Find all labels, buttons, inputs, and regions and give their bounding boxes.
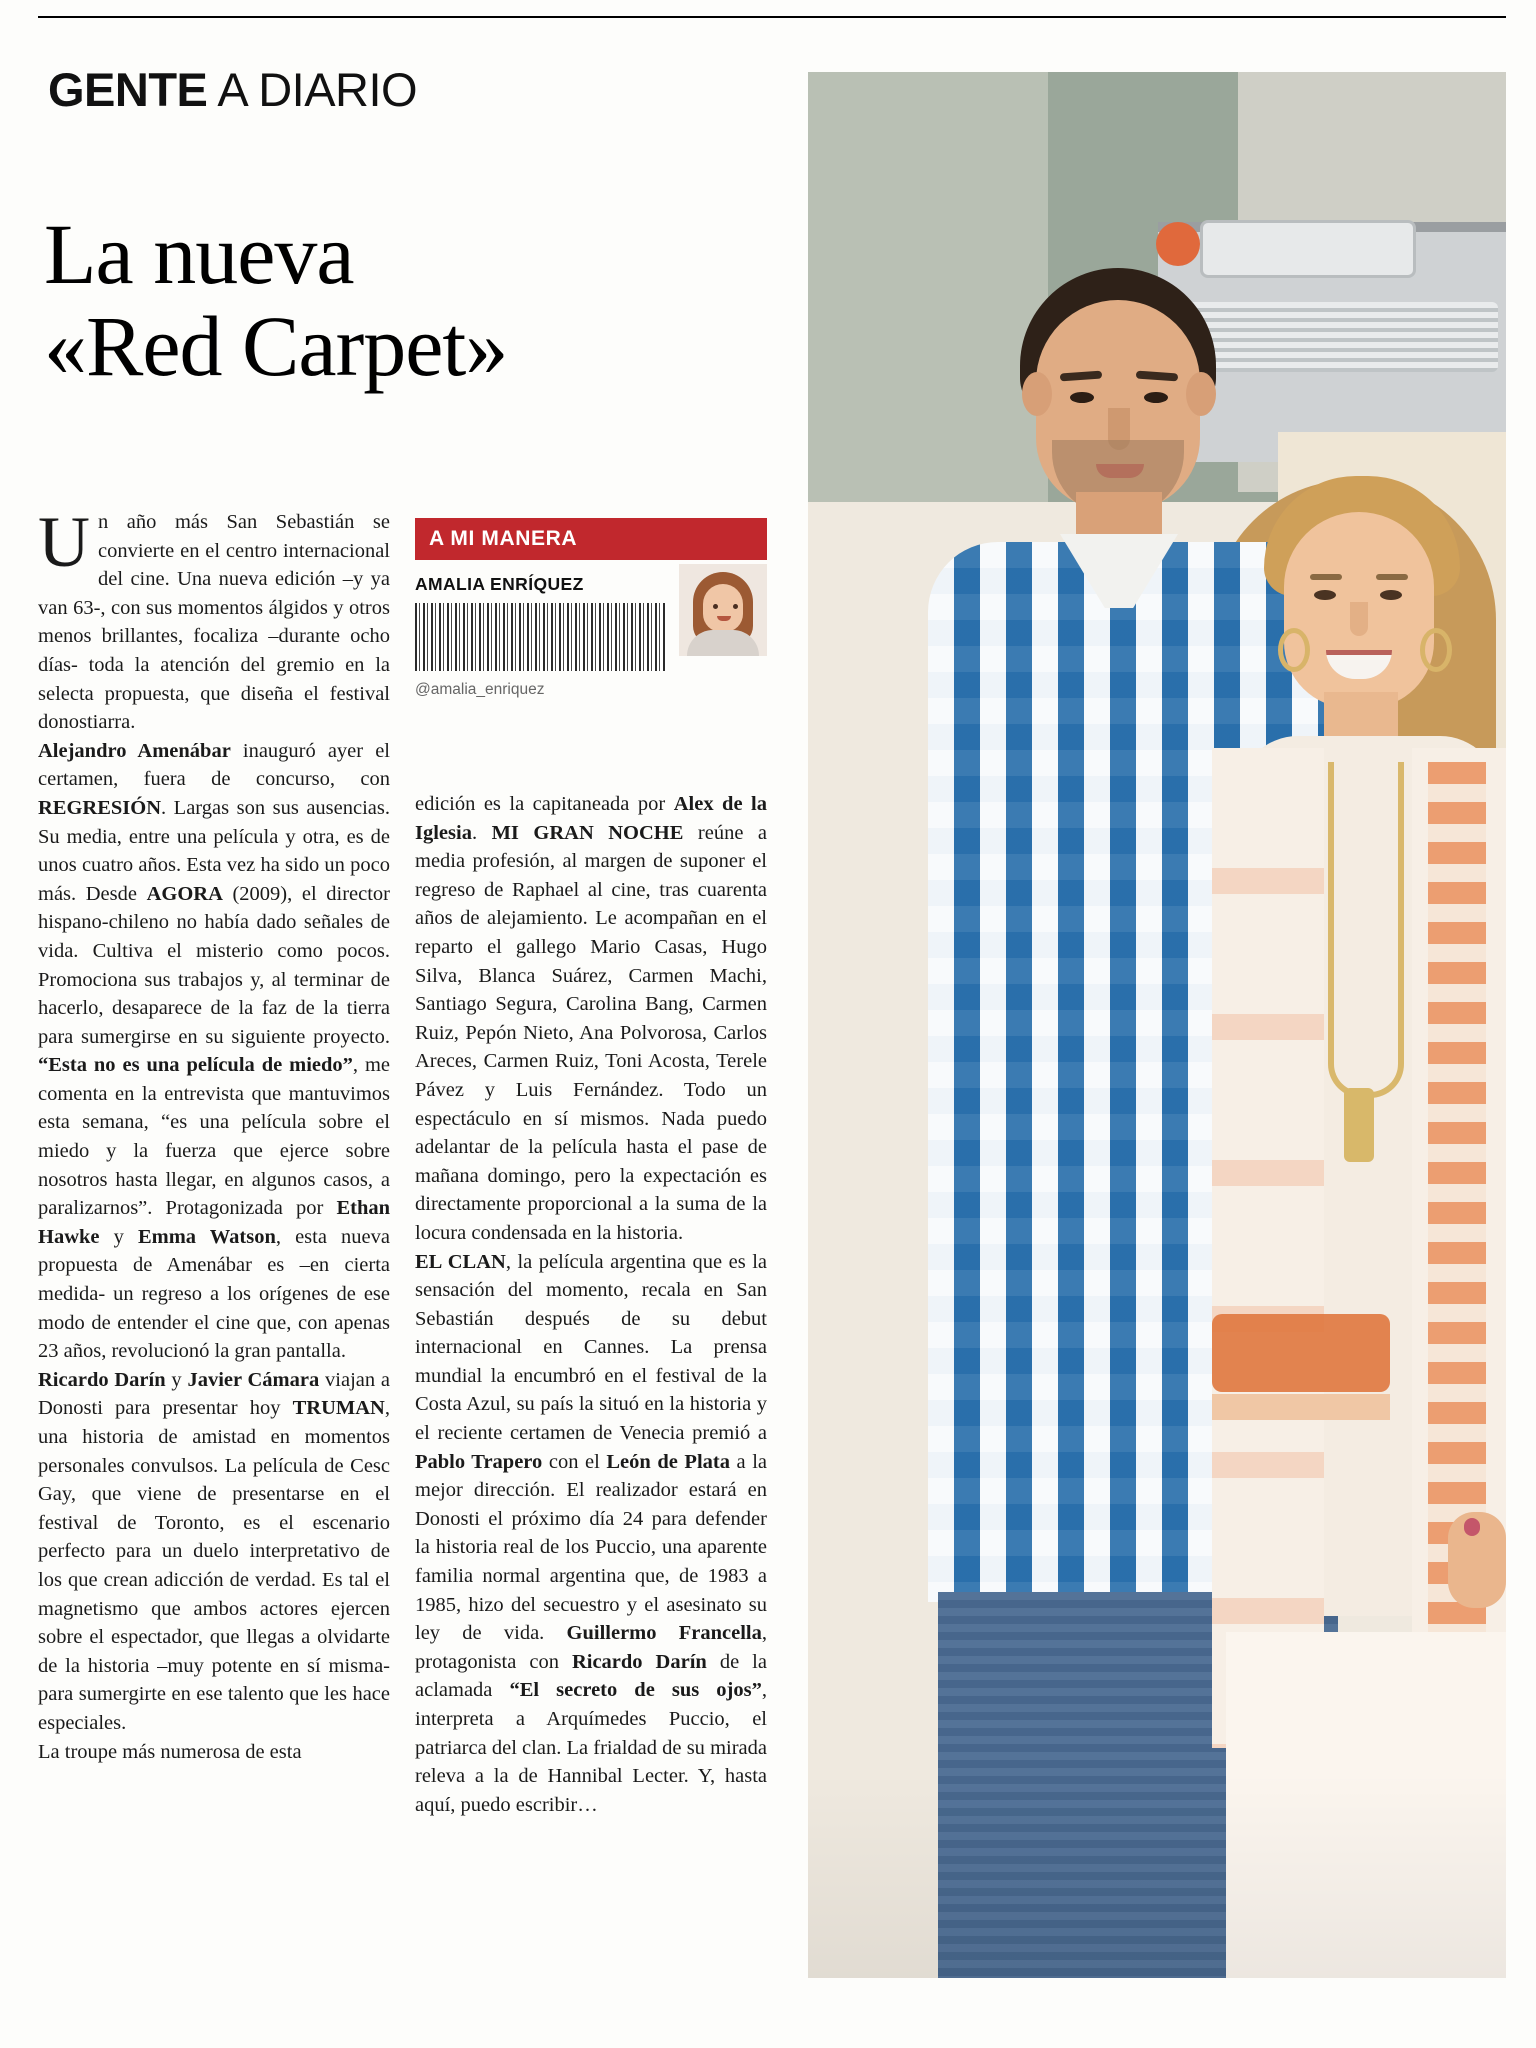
text-f2: , una historia de amistad en momentos personales convulsos. La película de Cesc Gay, que viene de presentarse en el festival de Toronto, es el escenario perfecto para un duelo interpretativo de los que crean adicción de verdad. Es tal el magnetismo que ambos actores ejercen sobre el espectador, que llegas a olvidarte de la historia –muy potente en sí misma- para sumergirte en ese talento que les hace especiales. [38, 1397, 390, 1734]
photo-man-eye-right [1144, 392, 1168, 403]
drop-cap: U [38, 502, 90, 582]
text-1e: reúne a media profesión, al margen de suponer el regreso de Raphael al cine, tras cuarenta años de alejamiento. Le acompañan en el reparto el gallego Mario Casas, Hugo Silva, Blanca Suárez, Carmen Machi, Santiago Segura, Carolina Bang, Carmen Ruiz, Pepón Nieto, Ana Polvorosa, Carlos Areces, Carmen Ruiz, Toni Acosta, Terele Pávez y Luis Fernández. Todo un espectáculo en sí mismos. Nada puedo adelantar de la película hasta el pase de mañana domingo, pero la expectación es directamente proporcional a la suma de la locura condensada en la historia. [415, 821, 768, 1244]
text-g: , me comenta en la entrevista que mantuvimos esta semana, “es una película sobre el miedo y la fuerza que ejerce sobre nosotros hasta llegar, en algunos casos, a paralizarnos”. Protagonizada por [38, 1054, 390, 1220]
photo-man-mouth [1096, 464, 1144, 478]
text-2h: , protagonista con [415, 1622, 767, 1673]
photo-machine-grill [1168, 302, 1498, 372]
paragraph-el-clan [415, 1248, 767, 1820]
avatar [679, 564, 767, 656]
avatar-eye-left [713, 604, 718, 609]
text-a: inauguró ayer el certamen, fuera de concurso, con [38, 739, 390, 791]
photo-woman-sleeve-band [1212, 1314, 1390, 1392]
film-truman: TRUMAN [292, 1397, 385, 1420]
article-column-1 [38, 502, 391, 1766]
film-regresion: REGRESIÓN [38, 796, 162, 819]
photo-man-ear-right [1186, 372, 1216, 416]
photo-woman-jacket-pattern [1212, 748, 1324, 1748]
lead-text: n año más San Sebastián se convierte en el centro internacional del cine. Una nueva edición –y ya van 63-, con sus momentos álgidos y otros menos brillantes, focaliza –durante ocho días- toda la atención del gremio en la selecta propuesta, que diseña el festival donostiarra. [38, 511, 390, 734]
photo-woman-sleeve-cuff [1212, 1394, 1390, 1420]
text-k: , esta nueva propuesta de Amenábar es –en cierta medida- un regreso a los orígenes de ese modo de entender el cine que, con apenas 23 años, revolucionó la gran pantalla. [38, 1225, 391, 1363]
quote-pelicula-de-miedo: “Esta no es una película de miedo” [38, 1054, 353, 1077]
photo-woman-eye-right [1380, 590, 1402, 600]
name-alex-de-la-iglesia: Alex de la Iglesia [415, 793, 767, 844]
photo-woman-earring-right [1420, 628, 1452, 672]
text-2f: a la mejor dirección. El realizador estará en Donosti el próximo día 24 para defender la historia real de los Puccio, una aparente familia normal argentina que, de 1983 a 1985, hizo del secuestro y el asesinato su ley de vida. [415, 1450, 767, 1645]
paragraph-truman [38, 1366, 390, 1738]
text-c: . Largas son sus ausencias. Su media, entre una película y otra, es de unos cuatro años. Esta vez ha sido un poco más. Desde [38, 796, 390, 905]
photo-orange-object [1156, 222, 1200, 266]
signature-barcode-graphic [415, 603, 667, 671]
film-agora: AGORA [146, 882, 223, 905]
award-leon-de-plata: León de Plata [606, 1450, 730, 1473]
avatar-eye-right [733, 604, 738, 609]
photo-woman-necklace [1328, 762, 1404, 1098]
text-i: y [99, 1225, 138, 1248]
photo-man-ear-left [1022, 372, 1052, 416]
opinion-box [415, 518, 767, 699]
text-2d: con el [542, 1450, 607, 1473]
headline-line-2: «Red Carpet» [44, 297, 508, 394]
name-guillermo-francella: Guillermo Francella [566, 1622, 762, 1645]
article-column-2 [415, 790, 767, 1819]
photo-woman-earring-left [1278, 628, 1310, 672]
film-el-secreto-de-sus-ojos: “El secreto de sus ojos” [509, 1679, 762, 1702]
paragraph-lead [38, 502, 390, 737]
name-javier-camara: Javier Cámara [187, 1368, 320, 1391]
photo-woman-brow-right [1376, 574, 1408, 580]
paragraph-troupe: La troupe más numerosa de esta [38, 1740, 302, 1763]
photo-woman-nose [1350, 602, 1368, 636]
headline-line-1: La nueva [44, 205, 354, 302]
photo-machine-top [1200, 220, 1416, 278]
photo-woman-eye-left [1314, 590, 1336, 600]
photo-woman-brow-left [1310, 574, 1342, 580]
text-b2: y [165, 1368, 188, 1391]
section-kicker-bold: GENTE [48, 63, 208, 116]
photo-bottom-shadow [808, 1772, 1506, 1978]
name-ricardo-darin: Ricardo Darín [38, 1368, 166, 1391]
film-el-clan: EL CLAN [415, 1250, 506, 1273]
top-rule [38, 16, 1506, 18]
text-2j: de la aclamada [415, 1650, 767, 1702]
text-1c: . [471, 821, 492, 844]
paragraph-mi-gran-noche [415, 790, 767, 1248]
text-2b: , la película argentina que es la sensación del momento, recala en San Sebastián después de su debut internacional en Cannes. La prensa mundial la encumbró en el festival de la Costa Azul, su país la situó en la historia y el reciente certamen de Venecia premió a [415, 1250, 767, 1445]
opinion-author-handle: @amalia_enriquez [415, 681, 545, 698]
article-photo [808, 72, 1506, 1978]
name-ricardo-darin-2: Ricardo Darín [571, 1650, 707, 1673]
text-e: (2009), el director hispano-chileno no había dado señales de vida. Cultiva el misterio como pocos. Promociona sus trabajos y, al terminar de hacerlo, desaparece de la faz de la tierra para sumergirse en su siguiente proyecto. [38, 882, 390, 1048]
page-title [44, 205, 704, 394]
section-kicker-light: A DIARIO [207, 63, 418, 116]
photo-woman-nail [1464, 1518, 1480, 1536]
name-emma-watson: Emma Watson [137, 1225, 276, 1248]
name-alejandro-amenabar: Alejandro Amenábar [38, 739, 231, 762]
film-mi-gran-noche: MI GRAN NOCHE [491, 821, 684, 844]
opinion-author-name: AMALIA ENRÍQUEZ [415, 574, 584, 594]
photo-woman-pendant [1344, 1088, 1374, 1162]
photo-man-eye-left [1070, 392, 1094, 403]
name-ethan-hawke: Ethan Hawke [38, 1197, 390, 1248]
name-pablo-trapero: Pablo Trapero [415, 1450, 543, 1473]
paragraph-amenabar [38, 737, 390, 1366]
text-2l: , interpreta a Arquímedes Puccio, el patriarca del clan. La frialdad de su mirada releva a la de Hannibal Lecter. Y, hasta aquí, puedo escribir… [415, 1679, 767, 1816]
section-kicker [48, 62, 417, 117]
opinion-box-label: A MI MANERA [415, 518, 767, 560]
text-1a: edición es la capitaneada por [415, 793, 674, 815]
text-d2: viajan a Donosti para presentar hoy [38, 1368, 390, 1420]
